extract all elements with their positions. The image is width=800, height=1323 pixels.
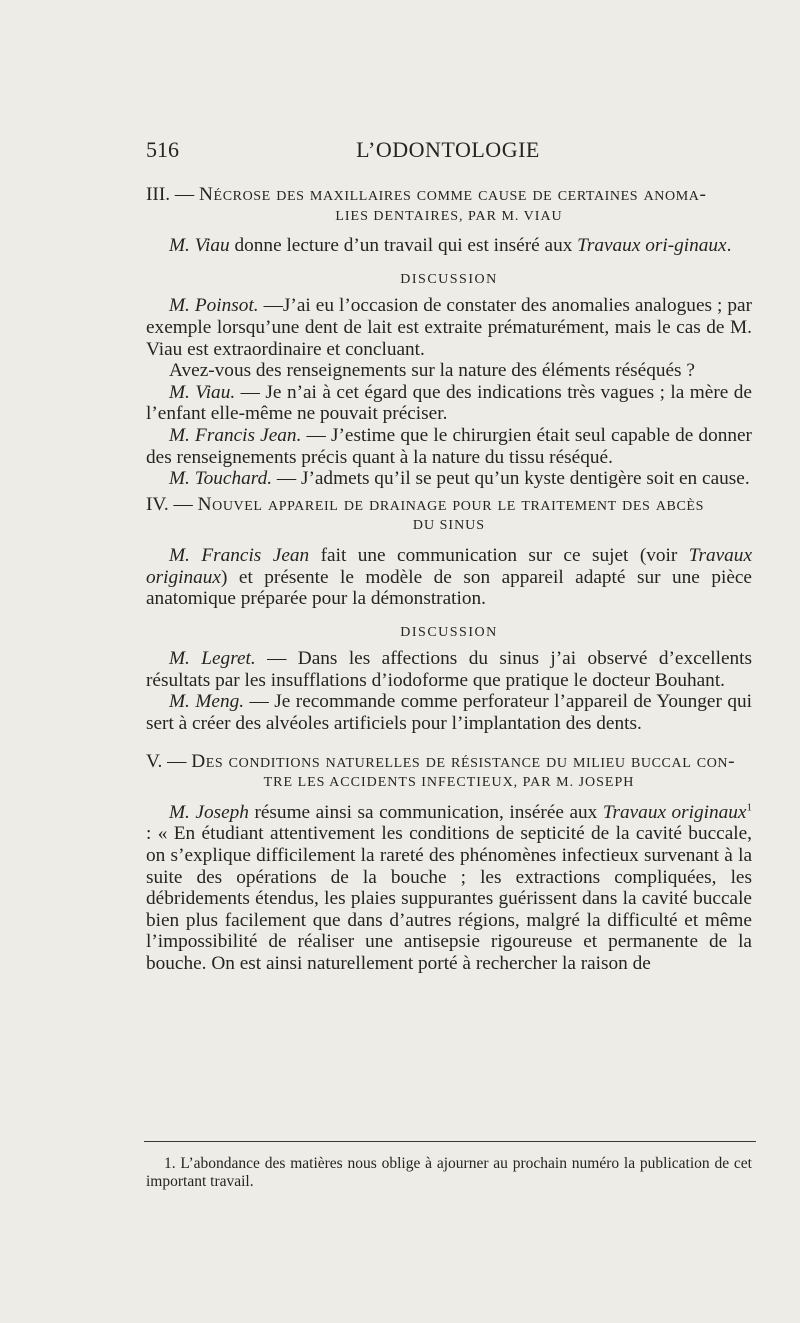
exchange: M. Touchard. — J’admets qu’il se peut qu’un kyste dentigère soit en cause. [169,468,750,490]
exchange: M. Legret. — Dans les affections du sinus j’ai observé d’excellents résultats par les insufflations d’iodoforme que pratique le docteur Bouhant. [146,648,752,691]
footnote-reference: 1 [746,801,752,814]
exchange: M. Meng. — Je recommande comme perforateur l’appareil de Younger qui sert à créer des alvéoles artificiels pour l’implantation des dents. [146,691,752,735]
footnote-rule [144,1141,756,1142]
footnote-text: L’abondance des matières nous oblige à ajourner au prochain numéro la publication de cet important travail. [146,1155,752,1190]
section-4-number: IV. — [146,493,193,515]
speaker: M. Poinsot. [169,295,259,317]
section-5-title-line2: TRE LES ACCIDENTS INFECTIEUX, PAR M. JOSEPH [263,775,635,791]
page-body [146,184,752,975]
discussion-heading: DISCUSSION [400,624,498,640]
footnote [146,1155,752,1191]
footnote-marker: 1. [164,1155,176,1172]
exchange: M. Viau. — Je n’ai à cet égard que des indications très vagues ; la mère de l’enfant elle-même ne pouvait préciser. [146,381,752,425]
speaker: M. Viau [169,235,230,257]
speaker: M. Francis Jean [169,544,310,566]
section-5-number: V. — [146,750,187,772]
discussion-heading: DISCUSSION [400,271,498,287]
speaker: M. Touchard. [169,468,273,490]
section-4-paragraph: M. Francis Jean fait une communication sur ce sujet (voir Travaux originaux) et présente le modèle de son appareil adapté sur une pièce anatomique préparée pour la démonstration. [146,544,752,610]
running-title: L’ODONTOLOGIE [356,137,540,162]
section-4-title-line: Nouvel appareil de drainage pour le traitement des abcès [197,493,704,515]
section-4-title-line2: DU SINUS [412,518,486,534]
section-4-title [146,494,752,516]
exchange: Avez-vous des renseignements sur la nature des éléments réséqués ? [169,360,695,382]
speaker: M. Legret. [169,648,256,670]
exchange: M. Francis Jean. — J’estime que le chirurgien était seul capable de donner des renseignements précis quant à la nature du tissu réséqué. [146,424,752,468]
section-3-paragraph: M. Viau donne lecture d’un travail qui est inséré aux Travaux ori-ginaux. [169,235,732,257]
speaker: M. Viau. [169,381,236,403]
page-header [146,137,750,167]
section-3-title [146,184,752,206]
section-3-number: III. — [146,184,195,205]
section-3-title-line: Nécrose des maxillaires comme cause de certaines anoma- [199,184,707,205]
section-5-title-line: Des conditions naturelles de résistance du milieu buccal con- [191,750,736,772]
exchange: M. Poinsot. —J’ai eu l’occasion de constater des anomalies analogues ; par exemple lorsqu’une dent de lait est extraite prématurément, mais le cas de M. Viau est extraordinaire et concluant. [146,295,752,360]
section-3-title-line2: LIES DENTAIRES, PAR M. VIAU [335,208,563,224]
speaker: M. Francis Jean. [169,424,302,446]
speaker: M. Joseph [169,801,249,823]
speaker: M. Meng. [169,691,245,713]
section-5-title [146,751,752,773]
section-5-paragraph: M. Joseph résume ainsi sa communication, insérée aux Travaux originaux$^1$ : « En étudiant attentivement les conditions de septicité de la cavité buccale, on s’explique difficilement la rareté des phénomènes infectieux survenant à la suite des opérations de la bouche ; les extractions compliquées, les débridements étendus, les plaies suppurantes guérissent dans la cavité buccale bien plus facilement que dans d’autres régions, malgré la difficulté et même l’impossibilité de réaliser une antisepsie rigoureuse et permanente de la bouche. On est ainsi naturellement porté à rechercher la raison de [146,801,752,974]
page-number: 516 [146,137,179,162]
